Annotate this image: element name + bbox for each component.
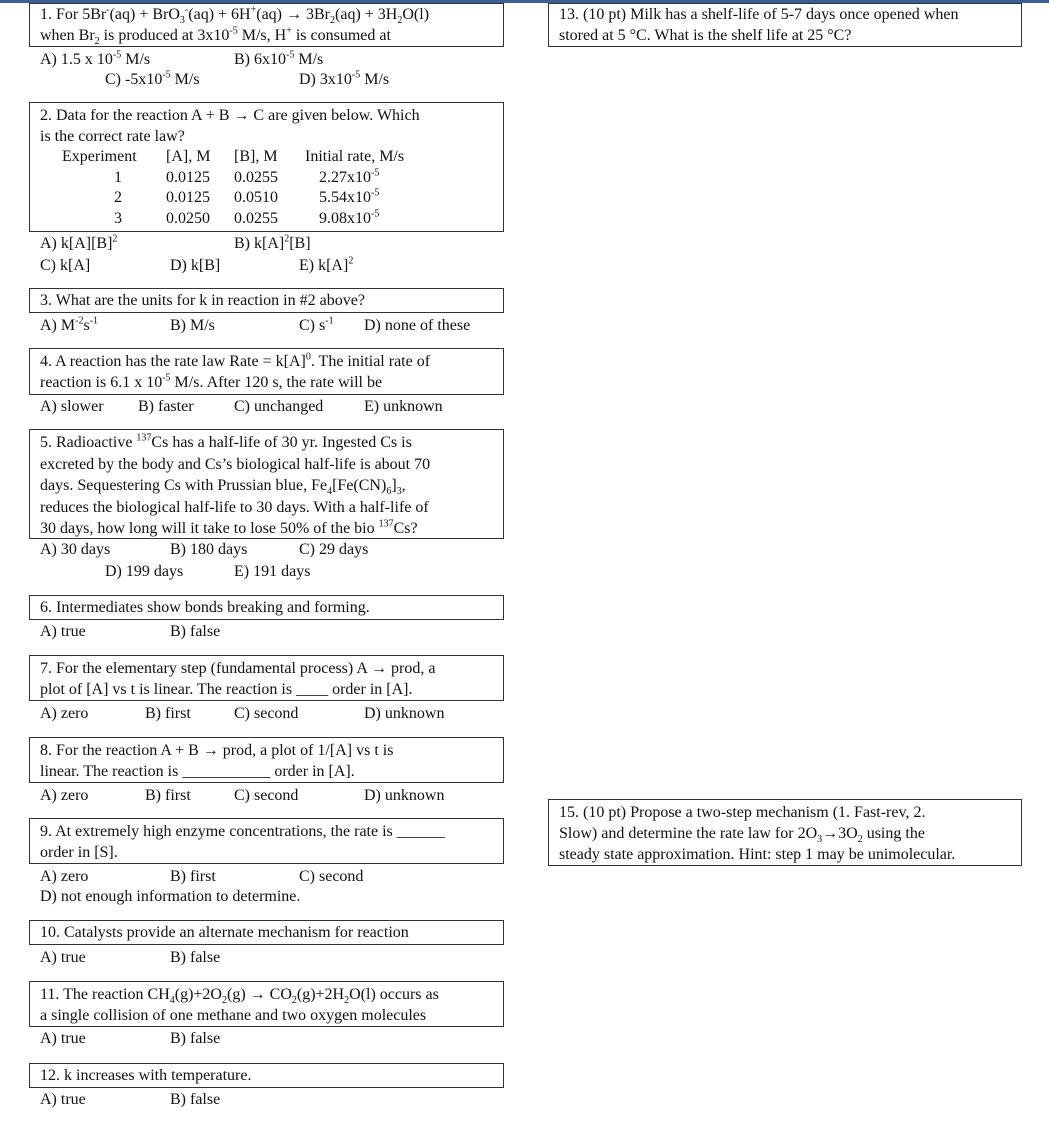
q11-option-a[interactable]: A) true <box>40 1030 86 1047</box>
q5-option-a[interactable]: A) 30 days <box>40 541 111 558</box>
question-3-prompt: 3. What are the units for k in reaction in #2 above? <box>40 292 365 309</box>
q8-option-b[interactable]: B) first <box>145 787 191 804</box>
question-7-box <box>29 655 504 701</box>
q5-option-c[interactable]: C) 29 days <box>299 541 369 558</box>
q3-option-a[interactable]: A) $M^{-2}s^{-1}$ <box>40 315 99 334</box>
question-11-line-2: a single collision of one methane and two oxygen molecules <box>40 1007 427 1024</box>
question-11-line-1: 11. The reaction $CH_4(g)+2O_2(g) \to CO_2(g)+2H_2O(l)$ occurs as <box>40 986 439 1007</box>
q6-option-b[interactable]: B) false <box>170 623 221 640</box>
question-8-box <box>29 737 504 783</box>
q4-option-e[interactable]: E) unknown <box>364 398 443 415</box>
q7-option-b[interactable]: B) first <box>145 705 191 722</box>
q12-option-b[interactable]: B) false <box>170 1091 221 1108</box>
question-12-prompt: 12. k increases with temperature. <box>40 1067 252 1084</box>
q7-option-d[interactable]: D) unknown <box>364 705 445 722</box>
question-15-line-1: 15. (10 pt) Propose a two-step mechanism (1. Fast-rev, 2. <box>559 804 926 821</box>
question-2-line-1: 2. Data for the reaction A + B → C are given below. Which <box>40 107 420 124</box>
table-row: 1 0.0125 0.0255 $2.27x10^{-5}$ <box>114 167 380 186</box>
q1-option-d[interactable]: D) $3x10^{-5}$ M/s <box>299 69 390 88</box>
q2-option-d[interactable]: D) k[B] <box>170 257 221 274</box>
question-15-line-3: steady state approximation. Hint: step 1 may be unimolecular. <box>559 846 956 863</box>
question-15-box <box>548 799 1022 866</box>
q1-option-a[interactable]: A) 1.5 x $10^{-5}$ M/s <box>40 49 151 68</box>
header-experiment: Experiment <box>62 148 137 165</box>
q2-option-b[interactable]: B) $k[A]^2[B]$ <box>234 233 311 252</box>
q3-option-c[interactable]: C) $s^{-1}$ <box>299 315 334 334</box>
question-13-line-1: 13. (10 pt) Milk has a shelf-life of 5-7 days once opened when <box>559 6 959 23</box>
q2-option-a[interactable]: A) $k[A][B]^2$ <box>40 233 118 252</box>
question-9-line-1: 9. At extremely high enzyme concentrations, the rate is ______ <box>40 823 445 840</box>
question-8-line-1: 8. For the reaction A + B → prod, a plot of 1/[A] vs t is <box>40 742 394 759</box>
q3-option-b[interactable]: B) M/s <box>170 317 215 334</box>
question-7-line-2: plot of [A] vs t is linear. The reaction is ____ order in [A]. <box>40 681 413 698</box>
q7-option-c[interactable]: C) second <box>234 705 299 722</box>
header-a: [A], M <box>166 148 211 165</box>
question-3-box <box>29 288 504 313</box>
question-10-box <box>29 920 504 945</box>
question-4-line-1: 4. A reaction has the rate law Rate = $k[A]^0$. The initial rate of <box>40 351 431 370</box>
q8-option-d[interactable]: D) unknown <box>364 787 445 804</box>
question-2-line-2: is the correct rate law? <box>40 128 185 145</box>
q12-option-a[interactable]: A) true <box>40 1091 86 1108</box>
question-7-line-1: 7. For the elementary step (fundamental process) A → prod, a <box>40 660 436 677</box>
q5-option-d[interactable]: D) 199 days <box>105 563 184 580</box>
table-row: 3 0.0250 0.0255 $9.08x10^{-5}$ <box>114 208 380 227</box>
q2-option-e[interactable]: E) $k[A]^2$ <box>299 255 354 274</box>
question-4-box <box>29 348 504 395</box>
q5-option-e[interactable]: E) 191 days <box>234 563 311 580</box>
q7-option-a[interactable]: A) zero <box>40 705 89 722</box>
q1-option-b[interactable]: B) $6x10^{-5}$ M/s <box>234 49 324 68</box>
question-5-line-4: reduces the biological half-life to 30 days. With a half-life of <box>40 498 429 516</box>
q10-option-b[interactable]: B) false <box>170 949 221 966</box>
question-13-line-2: stored at 5 °C. What is the shelf life at 25 °C? <box>559 27 852 44</box>
question-1-line-1: 1. For $5Br^-(aq) + BrO_3^-(aq) + 6H^+(aq) \to 3Br_2(aq) + 3H_2O(l)$ <box>40 4 430 27</box>
q4-option-a[interactable]: A) slower <box>40 398 104 415</box>
question-1-line-2: when $Br_2$ is produced at $3x10^{-5}$ M/s, H+ is consumed at <box>40 25 391 48</box>
q11-option-b[interactable]: B) false <box>170 1030 221 1047</box>
question-6-box <box>29 595 504 620</box>
question-5-line-2: excreted by the body and Cs’s biological half-life is about 70 <box>40 455 431 473</box>
q3-option-d[interactable]: D) none of these <box>364 317 471 334</box>
q9-option-c[interactable]: C) second <box>299 868 364 885</box>
question-10-prompt: 10. Catalysts provide an alternate mechanism for reaction <box>40 924 409 941</box>
question-4-line-2: reaction is 6.1 x $10^{-5}$ M/s. After 120 s, the rate will be <box>40 372 383 391</box>
header-rate: Initial rate, M/s <box>305 148 405 165</box>
question-15-line-2: Slow) and determine the rate law for $2O_3\to 3O_2$ using the <box>559 825 925 846</box>
q8-option-c[interactable]: C) second <box>234 787 299 804</box>
q4-option-c[interactable]: C) unchanged <box>234 398 324 415</box>
q9-option-b[interactable]: B) first <box>170 868 216 885</box>
rate-data-table <box>62 147 404 229</box>
header-b: [B], M <box>234 148 278 165</box>
q9-option-a[interactable]: A) zero <box>40 868 89 885</box>
question-12-box <box>29 1063 504 1088</box>
question-6-prompt: 6. Intermediates show bonds breaking and forming. <box>40 599 370 616</box>
question-11-box <box>29 981 504 1027</box>
question-9-box <box>29 818 504 864</box>
question-2-box <box>29 102 504 232</box>
question-13-box <box>548 3 1022 47</box>
q1-option-c[interactable]: C) $-5x10^{-5}$ M/s <box>105 69 200 88</box>
q6-option-a[interactable]: A) true <box>40 623 86 640</box>
question-5-box <box>29 429 504 539</box>
q10-option-a[interactable]: A) true <box>40 949 86 966</box>
question-5-line-5: 30 days, how long will it take to lose 50% of the bio $^{137}$Cs? <box>40 518 418 537</box>
question-9-line-2: order in [S]. <box>40 844 118 861</box>
question-5-line-1: 5. Radioactive $^{137}$Cs has a half-life of 30 yr. Ingested Cs is <box>40 432 412 451</box>
q5-option-b[interactable]: B) 180 days <box>170 541 248 558</box>
table-row: 2 0.0125 0.0510 $5.54x10^{-5}$ <box>114 187 380 206</box>
q4-option-b[interactable]: B) faster <box>138 398 194 415</box>
table-header-row <box>62 147 404 168</box>
question-5-line-3: days. Sequestering Cs with Prussian blue, $Fe_4[Fe(CN)_6]_3$, <box>40 477 406 498</box>
q8-option-a[interactable]: A) zero <box>40 787 89 804</box>
q9-option-d[interactable]: D) not enough information to determine. <box>40 888 301 905</box>
question-1-box <box>29 3 504 47</box>
question-8-line-2: linear. The reaction is ___________ order in [A]. <box>40 763 355 780</box>
q2-option-c[interactable]: C) k[A] <box>40 257 91 274</box>
